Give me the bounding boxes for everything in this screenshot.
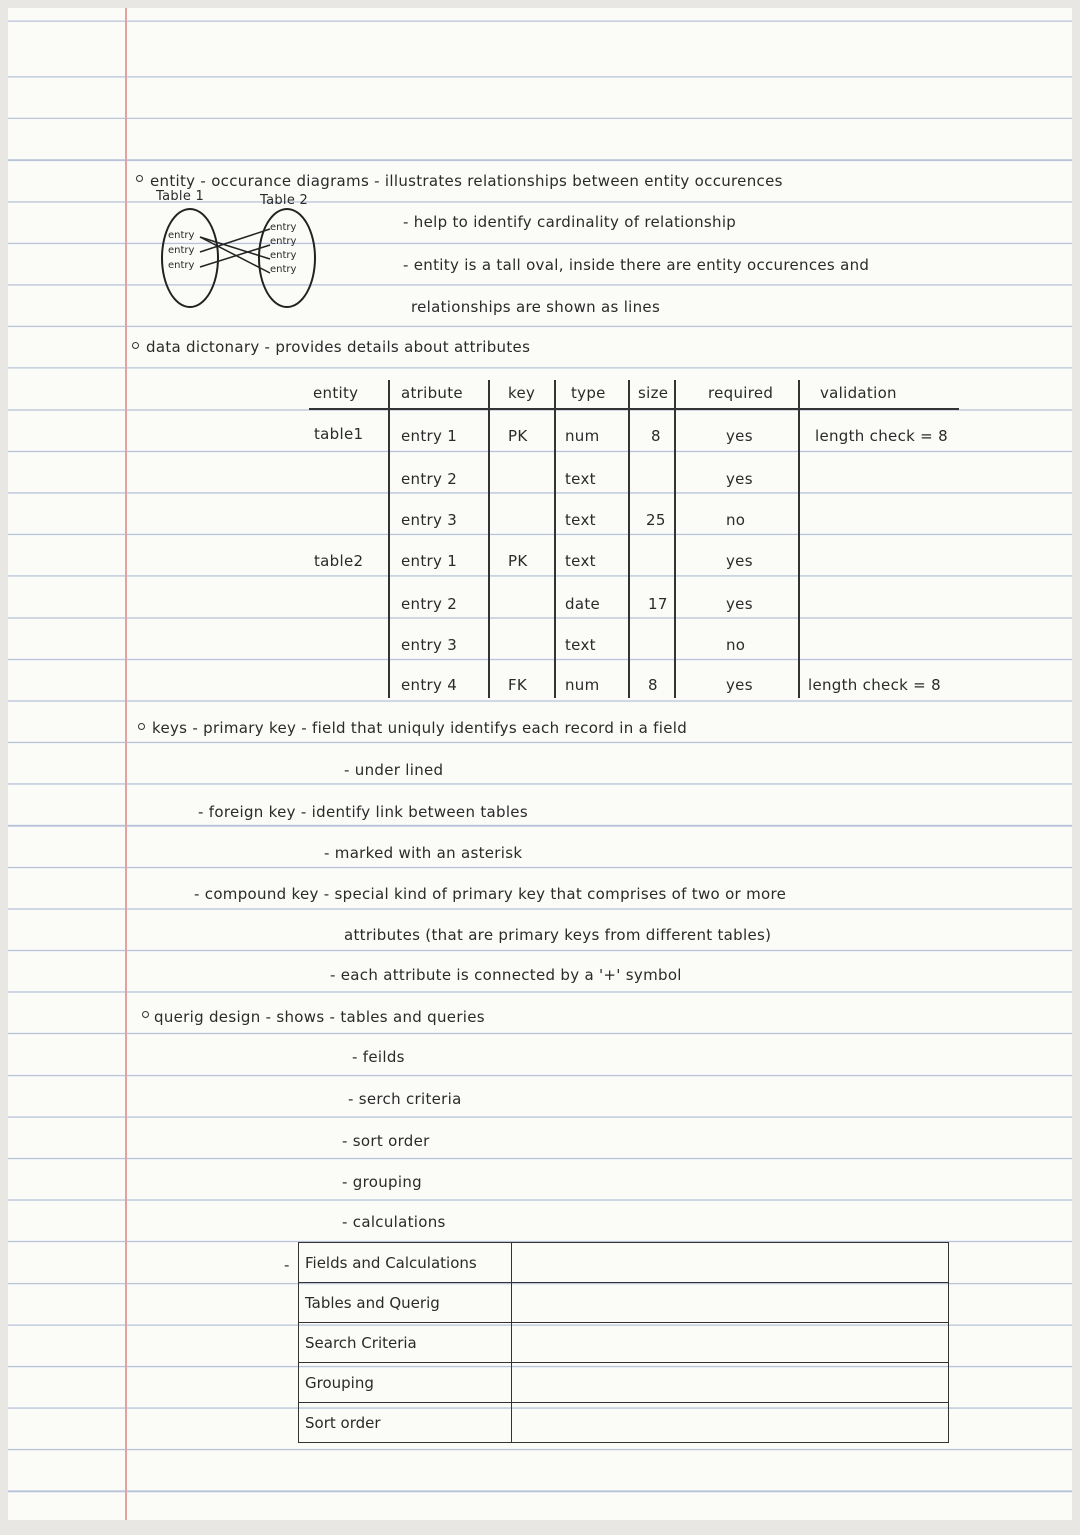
dd-header-rule bbox=[309, 408, 959, 410]
dd-cell-key: PK bbox=[508, 552, 528, 570]
query-item: - calculations bbox=[342, 1213, 446, 1231]
keys-primary: keys - primary key - field that uniquly identifys each record in a field bbox=[152, 719, 688, 737]
query-table-row bbox=[299, 1243, 949, 1283]
keys-compound-2: attributes (that are primary keys from different tables) bbox=[344, 926, 772, 944]
dd-cell-attribute: entry 3 bbox=[401, 511, 458, 529]
erd-point-2: - entity is a tall oval, inside there are entity occurences and bbox=[403, 256, 870, 274]
dd-cell-type: text bbox=[565, 511, 596, 529]
relationship-lines bbox=[198, 223, 273, 278]
keys-foreign: - foreign key - identify link between tables bbox=[198, 803, 528, 821]
dd-cell-required: no bbox=[726, 511, 746, 529]
keys-compound-3: - each attribute is connected by a '+' symbol bbox=[330, 966, 682, 984]
dd-cell-size: 25 bbox=[646, 511, 666, 529]
dd-cell-size: 8 bbox=[651, 427, 661, 445]
dd-cell-attribute: entry 1 bbox=[401, 552, 458, 570]
dd-cell-attribute: entry 4 bbox=[401, 676, 458, 694]
bullet-icon bbox=[142, 1011, 149, 1018]
keys-compound: - compound key - special kind of primary key that comprises of two or more bbox=[194, 885, 787, 903]
dd-cell-validation: length check = 8 bbox=[815, 427, 948, 445]
dd-header-size: size bbox=[638, 384, 669, 402]
dd-col-divider bbox=[488, 380, 490, 698]
notebook-page bbox=[8, 8, 1072, 1520]
dd-cell-required: yes bbox=[726, 552, 753, 570]
dd-col-divider bbox=[628, 380, 630, 698]
dd-cell-required: yes bbox=[726, 676, 753, 694]
dd-cell-type: text bbox=[565, 552, 596, 570]
dd-cell-type: text bbox=[565, 470, 596, 488]
dd-cell-attribute: entry 2 bbox=[401, 595, 458, 613]
query-item: - serch criteria bbox=[348, 1090, 462, 1108]
query-row-value bbox=[512, 1363, 949, 1403]
query-row-label: Fields and Calculations bbox=[299, 1243, 512, 1283]
query-table-row bbox=[299, 1283, 949, 1323]
query-row-label: Search Criteria bbox=[299, 1323, 512, 1363]
dd-cell-attribute: entry 3 bbox=[401, 636, 458, 654]
left-entry: entry bbox=[168, 230, 195, 241]
query-table-row bbox=[299, 1323, 949, 1363]
query-table-row bbox=[299, 1363, 949, 1403]
bullet-icon bbox=[138, 723, 145, 730]
dd-cell-required: yes bbox=[726, 595, 753, 613]
dd-col-divider bbox=[674, 380, 676, 698]
dd-cell-size: 8 bbox=[648, 676, 658, 694]
dd-cell-required: yes bbox=[726, 427, 753, 445]
query-row-value bbox=[512, 1323, 949, 1363]
right-entry: entry bbox=[270, 236, 297, 247]
dd-cell-attribute: entry 1 bbox=[401, 427, 458, 445]
erd-title: entity - occurance diagrams - illustrates relationships between entity occurences bbox=[150, 172, 783, 190]
dd-header-entity: entity bbox=[313, 384, 359, 402]
margin-line bbox=[125, 8, 127, 1520]
dd-col-divider bbox=[798, 380, 800, 698]
dd-cell-type: num bbox=[565, 676, 600, 694]
right-entry: entry bbox=[270, 264, 297, 275]
right-entry: entry bbox=[270, 250, 297, 261]
erd-point-1: - help to identify cardinality of relationship bbox=[403, 213, 737, 231]
dd-col-divider bbox=[554, 380, 556, 698]
query-table-dash: - bbox=[284, 1256, 290, 1274]
dd-cell-size: 17 bbox=[648, 595, 668, 613]
dd-cell-type: text bbox=[565, 636, 596, 654]
dd-cell-type: date bbox=[565, 595, 601, 613]
query-title: querig design - shows - tables and queries bbox=[154, 1008, 485, 1026]
dd-cell-attribute: entry 2 bbox=[401, 470, 458, 488]
dd-cell-entity: table1 bbox=[314, 425, 364, 443]
query-item: - grouping bbox=[342, 1173, 422, 1191]
query-row-value bbox=[512, 1403, 949, 1443]
keys-primary-sub: - under lined bbox=[344, 761, 444, 779]
dd-header-required: required bbox=[708, 384, 774, 402]
dd-cell-type: num bbox=[565, 427, 600, 445]
bullet-icon bbox=[136, 175, 143, 182]
query-row-label: Tables and Querig bbox=[299, 1283, 512, 1323]
table1-label: Table 1 bbox=[156, 189, 205, 204]
query-item: - feilds bbox=[352, 1048, 405, 1066]
query-row-label: Grouping bbox=[299, 1363, 512, 1403]
query-design-table bbox=[298, 1242, 949, 1443]
right-entry: entry bbox=[270, 222, 297, 233]
dd-cell-key: FK bbox=[508, 676, 528, 694]
dd-header-attribute: atribute bbox=[401, 384, 463, 402]
query-table-row bbox=[299, 1403, 949, 1443]
dd-cell-required: no bbox=[726, 636, 746, 654]
dd-title: data dictonary - provides details about attributes bbox=[146, 338, 531, 356]
dd-header-type: type bbox=[571, 384, 606, 402]
left-entry: entry bbox=[168, 245, 195, 256]
dd-header-key: key bbox=[508, 384, 536, 402]
query-item: - sort order bbox=[342, 1132, 430, 1150]
table2-label: Table 2 bbox=[260, 193, 309, 208]
dd-header-validation: validation bbox=[820, 384, 897, 402]
keys-foreign-sub: - marked with an asterisk bbox=[324, 844, 523, 862]
dd-cell-validation: length check = 8 bbox=[808, 676, 941, 694]
dd-cell-entity: table2 bbox=[314, 552, 364, 570]
query-row-value bbox=[512, 1243, 949, 1283]
left-entry: entry bbox=[168, 260, 195, 271]
bullet-icon bbox=[132, 342, 139, 349]
erd-point-2b: relationships are shown as lines bbox=[411, 298, 661, 316]
dd-cell-required: yes bbox=[726, 470, 753, 488]
dd-col-divider bbox=[388, 380, 390, 698]
query-row-label: Sort order bbox=[299, 1403, 512, 1443]
dd-cell-key: PK bbox=[508, 427, 528, 445]
query-row-value bbox=[512, 1283, 949, 1323]
